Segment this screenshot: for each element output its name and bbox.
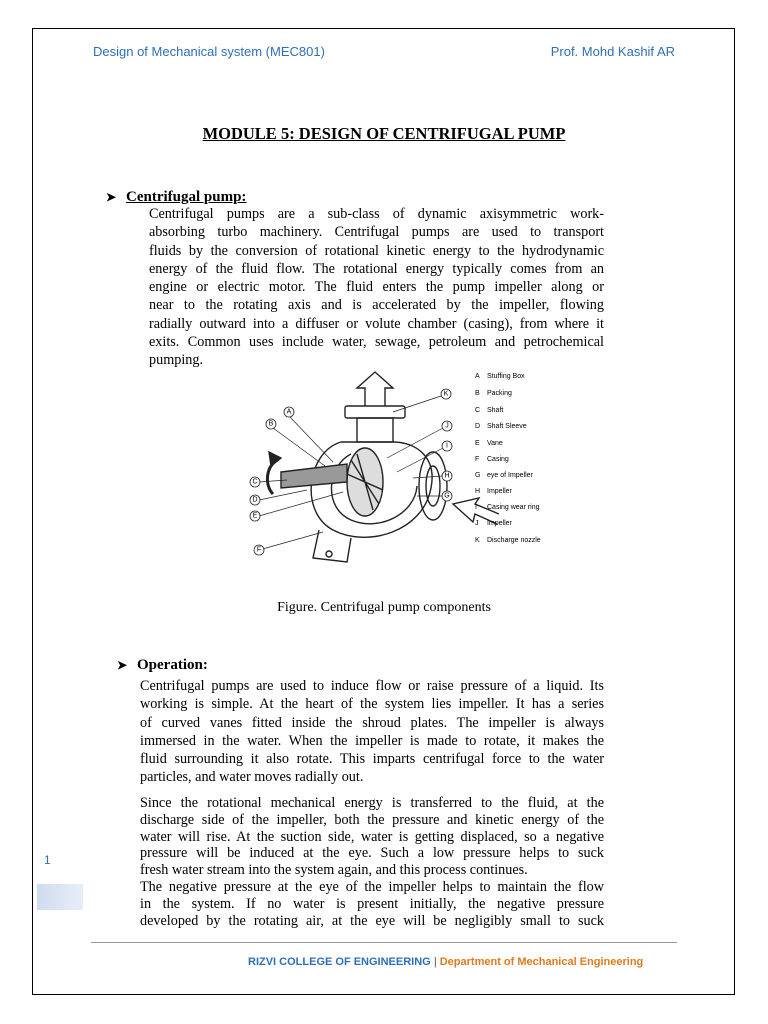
footer-department: Department of Mechanical Engineering xyxy=(439,956,644,968)
operation-paragraph-1 xyxy=(140,677,604,787)
page-title-text: MODULE 5: DESIGN OF CENTRIFUGAL PUMP xyxy=(202,124,566,143)
callout-D: D xyxy=(252,496,258,504)
legend-key-J: J xyxy=(475,520,479,527)
footer-divider xyxy=(91,942,677,943)
legend-label-J: Impeller xyxy=(487,520,512,527)
legend-label-C: Shaft xyxy=(487,407,504,414)
text-line: Centrifugal pumps are a sub-class of dynamic axisymmetric work- xyxy=(149,206,604,222)
legend-label-I: Casing wear ring xyxy=(487,504,540,511)
legend-key-I: I xyxy=(475,504,477,511)
callout-A: A xyxy=(286,408,292,416)
text-line: water will rise. At the suction side, water is getting displaced, so a negative xyxy=(140,828,604,845)
callout-C: C xyxy=(252,478,258,486)
legend-key-C: C xyxy=(475,407,481,414)
section-operation-heading xyxy=(117,657,208,674)
operation-paragraph-2 xyxy=(140,795,604,929)
legend-key-K: K xyxy=(475,537,480,544)
text-line: discharge side of the impeller, both the pressure and kinetic energy of the xyxy=(140,811,604,828)
text-line: Since the rotational mechanical energy is transferred to the fluid, at the xyxy=(140,795,604,811)
legend-label-E: Vane xyxy=(487,440,503,447)
text-line: Centrifugal pumps are used to induce flow or raise pressure of a liquid. Its xyxy=(140,678,604,694)
legend-key-A: A xyxy=(475,373,480,380)
text-line: particles, and water moves radially out. xyxy=(140,769,364,786)
callout-E: E xyxy=(252,512,258,520)
text-line: pumping. xyxy=(149,352,203,369)
section-centrifugal-pump-body xyxy=(149,205,604,370)
header-professor: Prof. Mohd Kashif AR xyxy=(550,44,675,59)
text-line: exits. Common uses include water, sewage, petroleum and petrochemical xyxy=(149,334,604,351)
callout-I: I xyxy=(446,442,448,450)
text-line: fluid surrounding it also rotate. This imparts centrifugal force to the water xyxy=(140,751,604,768)
header-course: Design of Mechanical system (MEC801) xyxy=(93,44,325,59)
text-line: developed by the rotating air, at the eye will be negligibly small to suck xyxy=(140,912,604,929)
bullet-arrow-icon: ➤ xyxy=(117,658,128,672)
legend-label-D: Shaft Sleeve xyxy=(487,423,527,430)
legend-key-G: G xyxy=(475,472,481,479)
callout-H: H xyxy=(444,472,450,480)
section-heading-label: Operation: xyxy=(137,657,208,673)
pump-diagram xyxy=(247,362,567,584)
text-line: of curved vanes fitted inside the shroud plates. The impeller is always xyxy=(140,714,604,731)
text-line: absorbing turbo machinery. Centrifugal pumps are used to transport xyxy=(149,224,604,241)
figure-caption: Figure. Centrifugal pump components xyxy=(277,600,491,615)
footer xyxy=(248,956,643,968)
legend-key-F: F xyxy=(475,456,480,463)
text-line: immersed in the water. When the impeller is made to rotate, it makes the xyxy=(140,732,604,749)
legend-label-B: Packing xyxy=(487,390,512,397)
page-title xyxy=(0,124,768,144)
callout-K: K xyxy=(443,390,449,398)
pump-drawing xyxy=(256,372,499,562)
text-line: engine or electric motor. The fluid enters the pump impeller along or xyxy=(149,279,604,296)
footer-separator: | xyxy=(433,956,437,968)
bullet-arrow-icon: ➤ xyxy=(106,190,117,204)
legend-label-H: Impeller xyxy=(487,488,512,495)
text-line: near to the rotating axis and is accelerated by the impeller, flowing xyxy=(149,297,604,314)
text-line: The negative pressure at the eye of the impeller helps to maintain the flow xyxy=(140,878,604,895)
legend-key-B: B xyxy=(475,390,480,397)
legend-label-A: Stuffing Box xyxy=(487,373,525,380)
legend-label-G: eye of Impeller xyxy=(487,472,533,479)
callout-F: F xyxy=(256,546,262,554)
legend-key-H: H xyxy=(475,488,481,495)
section-centrifugal-pump-heading xyxy=(106,189,246,206)
text-line: fresh water stream into the system again, and this process continues. xyxy=(140,862,528,879)
legend-label-K: Discharge nozzle xyxy=(487,537,541,544)
section-heading-label: Centrifugal pump: xyxy=(126,189,247,205)
callout-G: G xyxy=(444,492,450,500)
callout-J: J xyxy=(445,422,449,430)
footer-college: RIZVI COLLEGE OF ENGINEERING xyxy=(248,956,431,968)
text-line: radially outward into a diffuser or volute chamber (casing), from where it xyxy=(149,315,604,332)
text-line: working is simple. At the heart of the system lies impeller. It has a series xyxy=(140,696,604,713)
callout-B: B xyxy=(268,420,274,428)
page-number: 1 xyxy=(44,853,51,867)
text-line: fluids by the conversion of rotational kinetic energy to the hydrodynamic xyxy=(149,242,604,259)
legend-key-E: E xyxy=(475,440,480,447)
text-line: energy of the fluid flow. The rotational energy typically comes from an xyxy=(149,260,604,277)
text-line: in the system. If no water is present initially, the negative pressure xyxy=(140,895,604,912)
legend-label-F: Casing xyxy=(487,456,509,463)
page-tab-decoration xyxy=(37,884,83,910)
legend-key-D: D xyxy=(475,423,481,430)
text-line: pressure will be induced at the eye. Such a low pressure helps to suck xyxy=(140,845,604,862)
